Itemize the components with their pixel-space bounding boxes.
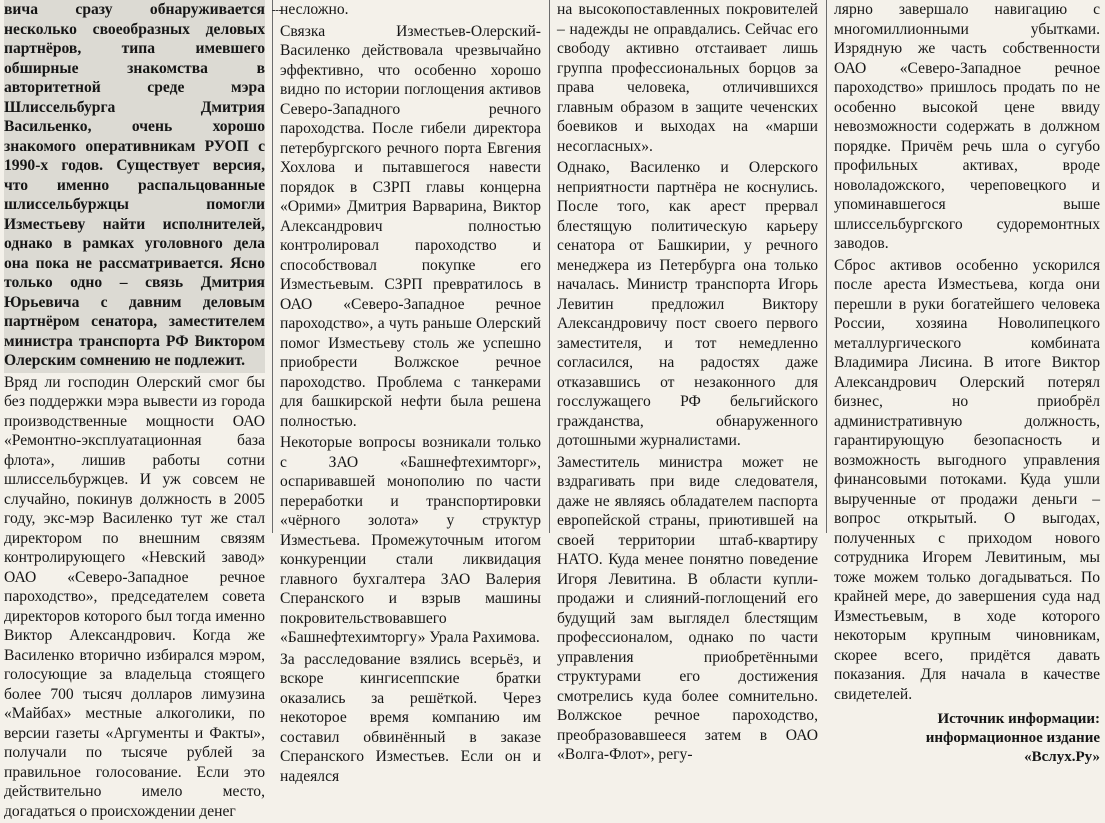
article-paragraph: вича сразу обнаруживается несколько своеобразных деловых партнёров, типа имевшего обширные знакомства в авторитетной среде мэра Шлиссельбурга Дмитрия Васильенко, очень хорошо знакомого оперативникам РУОП с 1990-х годов. Существует версия, что именно распальцованные шлиссельбуржцы помогли Изместьеву найти исполнителей, однако в рамках уголовного дела она пока не рассматривается. Ясно только одно – связь Дмитрия Юрьевича с давним деловым партнёром сенатора, заместителем министра транспорта РФ Виктором Олерским сомнению не подлежит. [4,0,265,373]
column-divider [826,0,827,533]
article-paragraph: Связка Изместьев-Олерский-Василенко действовала чрезвычайно эффективно, что особенно хорошо видно по истории поглощения активов Северо-Западного речного пароходства. После гибели директора петербургского речного порта Евгения Хохлова и пытавшегося навести порядок в СЗРП главы концерна «Орими» Дмитрия Варварина, Виктор Александрович полностью контролировал пароходство и способствовал покупке его Изместьевым. СЗРП превратилось в ОАО «Северо-Западное речное пароходство», а чуть раньше Олерский помог Изместьеву столь же успешно приобрести Волжское речное пароходство. Проблема с танкерами для башкирской нефти была решена полностью. [280,22,541,434]
article-column-2 [280,0,541,533]
article-column-4 [834,0,1100,533]
source-credit [834,710,1100,767]
article-column-3 [557,0,818,533]
column-divider [272,0,273,533]
source-credit-publication-name: «Вслух.Ру» [834,748,1100,767]
source-credit-publication-type: информационное издание [834,729,1100,748]
article-paragraph: на высокопоставленных покровителей – надежды не оправдались. Сейчас его свободу активно отстаивает лишь группа профессиональных борцов за права человека, отличившихся главным образом в защите чеченских боевиков и выходах на «марши несогласных». [557,0,818,158]
article-column-1 [4,0,265,533]
article-paragraph: За расследование взялись всерьёз, и вскоре кингисеппские братки оказались за решёткой. Через некоторое время компанию им составил обвинённый в заказе Сперанского Изместьев. Если он и надеялся [280,650,541,789]
article-paragraph: Сброс активов особенно ускорился после ареста Изместьева, когда они перешли в руки богатейшего человека России, хозяина Новолипецкого металлургического комбината Владимира Лисина. В итоге Виктор Александрович Олерский потерял бизнес, но приобрёл административную должность, гарантирующую безопасность и возможность выгодного управления финансовыми потоками. Куда ушли вырученные от продажи деньги – вопрос открытый. О выгодах, полученных с приходом нового сотрудника Игорем Левитиным, мы тоже можем только догадываться. По крайней мере, до завершения суда над Изместьевым, в ходе которого некоторым крупным чиновникам, скорее всего, придётся давать показания. Для начала в качестве свидетелей. [834,256,1100,707]
column-divider [549,0,550,533]
article-paragraph: несложно. [280,0,541,22]
article-paragraph: Заместитель министра может не вздрагивать при виде следователя, даже не являясь обладателем паспорта европейской страны, приютившей на своей территории штаб-квартиру НАТО. Куда менее понятно поведение Игоря Левитина. В области купли-продажи и слияний-поглощений его будущий зам выглядел блестящим профессионалом, однако по части управления приобретёнными структурами его достижения смотрелись куда более сомнительно. Волжское речное пароходство, преобразовавшееся затем в ОАО «Волга-Флот», регу- [557,453,818,767]
article-paragraph: лярно завершало навигацию с многомиллионными убытками. Изрядную же часть собственности ОАО «Северо-Западное речное пароходство» пришлось продать по не особенно высокой цене ввиду невозможности содержать в должном порядке. Причём речь шла о сугубо профильных активах, вроде новоладожского, череповецкого и упоминавшегося выше шлиссельбургского судоремонтных заводов. [834,0,1100,256]
article-paragraph: Однако, Василенко и Олерского неприятности партнёра не коснулись. После того, как арест прервал блестящую политическую карьеру сенатора от Башкирии, у речного менеджера из Петербурга она только началась. Министр транспорта Игорь Левитин предложил Виктору Александровичу пост своего первого заместителя, и тот немедленно согласился, на радостях даже отказавшись от незаконного для госслужащего РФ бельгийского гражданства, обнаруженного дотошными журналистами. [557,158,818,453]
article-paragraph: Вряд ли господин Олерский смог бы без поддержки мэра вывести из города производственные мощности ОАО «Ремонтно-эксплуатационная база флота», лишив работы сотни шлиссельбуржцев. И уж совсем не случайно, покинув должность в 2005 году, экс-мэр Василенко тут же стал директором по внешним связям контролирующего «Невский завод» ОАО «Северо-Западное речное пароходство», председателем совета директоров которого был тогда именно Виктор Александрович. Когда же Василенко вторично избирался мэром, голосующие за владельца стоящего более 700 тысяч долларов лимузина «Майбах» местные алкоголики, по версии газеты «Аргументы и Факты», получали по тысяче рублей за правильное голосование. Если это действительно имело место, догадаться о происхождении денег [4,373,265,823]
article-paragraph: Некоторые вопросы возникали только с ЗАО «Башнефтехимторг», оспаривавшей монополию по части переработки и транспортировки «чёрного золота» у структур Изместьева. Промежуточным итогом конкуренции стали ликвидация главного бухгалтера ЗАО Валерия Сперанского и взрыв машины покровительствовавшего «Башнефтехимторгу» Урала Рахимова. [280,433,541,650]
source-credit-label: Источник информации: [834,710,1100,729]
